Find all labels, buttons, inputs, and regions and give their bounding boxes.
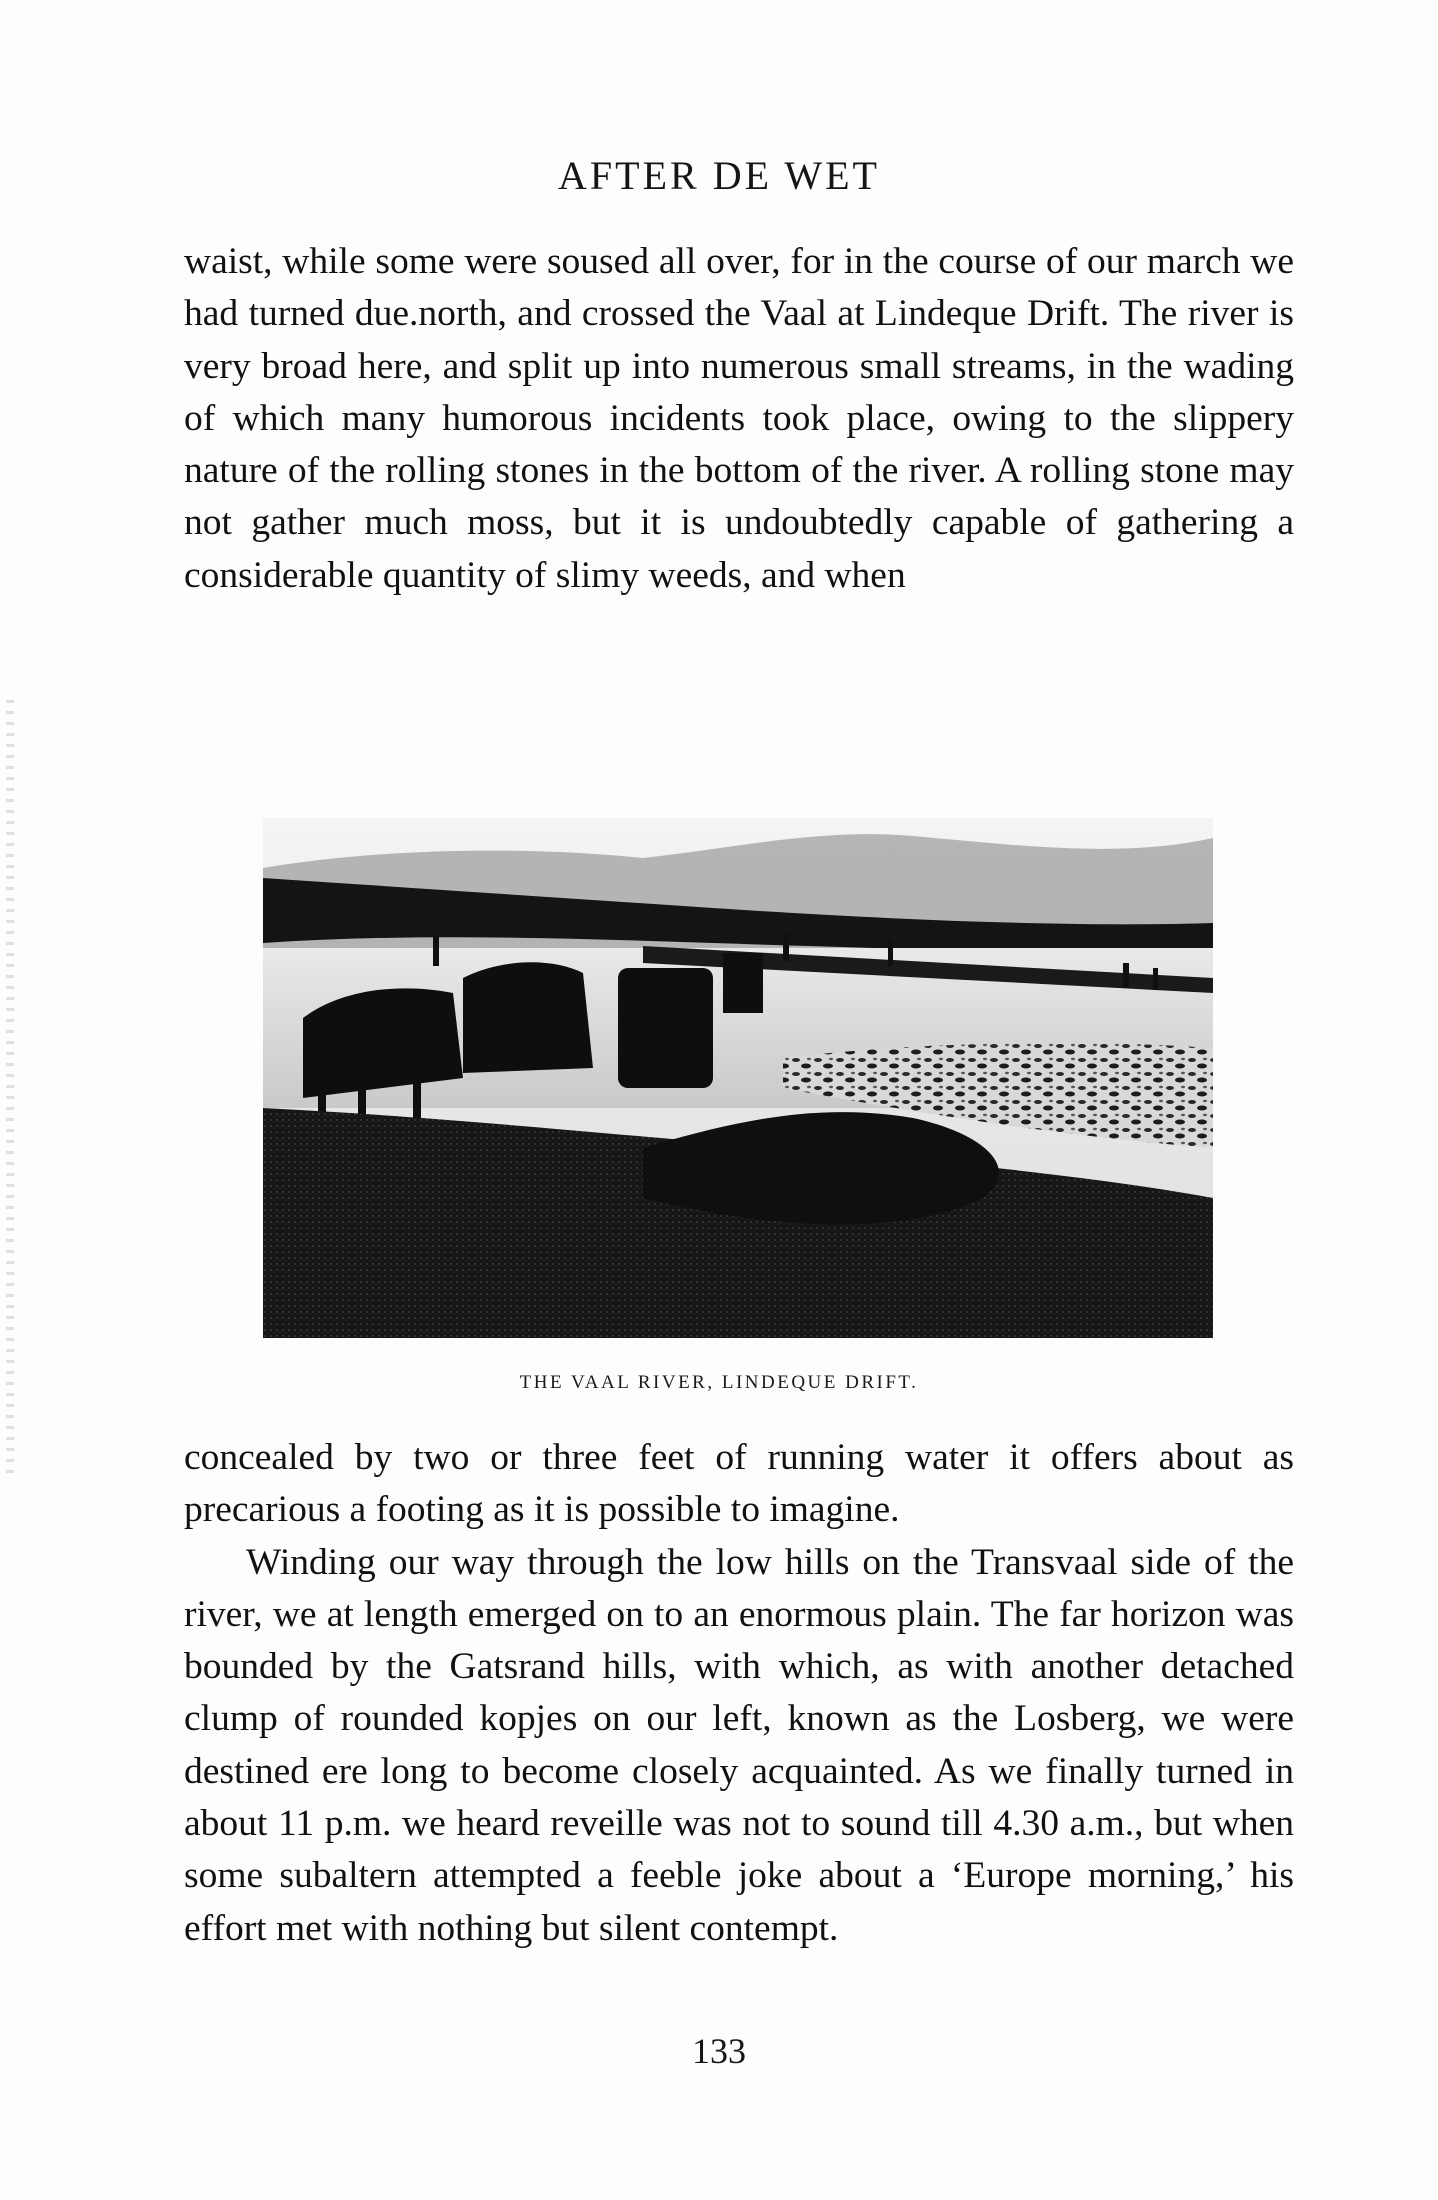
river-photograph bbox=[263, 818, 1213, 1338]
paragraph-continued: waist, while some were soused all over, for in the course of our march we had turned due.north, and crossed the Vaal at Lindeque Drift. The river is very broad here, and split up into numerous small streams, in the wading of which many humorous incidents took place, owing to the slippery nature of the rolling stones in the bottom of the river. A rolling stone may not gather much moss, but it is undoubtedly capable of gathering a considerable quantity of slimy weeds, and when bbox=[184, 241, 1294, 596]
gutter-shadow bbox=[6, 700, 14, 1480]
page-number: 133 bbox=[692, 2031, 746, 2071]
paragraph-concealed: concealed by two or three feet of running water it offers about as precarious a footing as it is possible to imagine. bbox=[184, 1437, 1294, 1531]
running-head: AFTER DE WET bbox=[558, 153, 880, 198]
paragraph-winding: Winding our way through the low hills on the Transvaal side of the river, we at length emerged on to an enormous plain. The far horizon was bounded by the Gatsrand hills, with which, as with another detached clump of rounded kopjes on our left, known as the Losberg, we were destined ere long to become closely acquainted. As we finally turned in about 11 p.m. we heard reveille was not to sound till 4.30 a.m., but when some subaltern attempted a feeble joke about a ‘Europe morning,’ his effort met with nothing but silent contempt. bbox=[184, 1541, 1294, 1949]
figure-caption: THE VAAL RIVER, LINDEQUE DRIFT. bbox=[519, 1372, 919, 1393]
text-block-top bbox=[184, 236, 1294, 602]
river-photograph-image bbox=[263, 818, 1213, 1338]
text-block-bottom bbox=[184, 1432, 1294, 1955]
